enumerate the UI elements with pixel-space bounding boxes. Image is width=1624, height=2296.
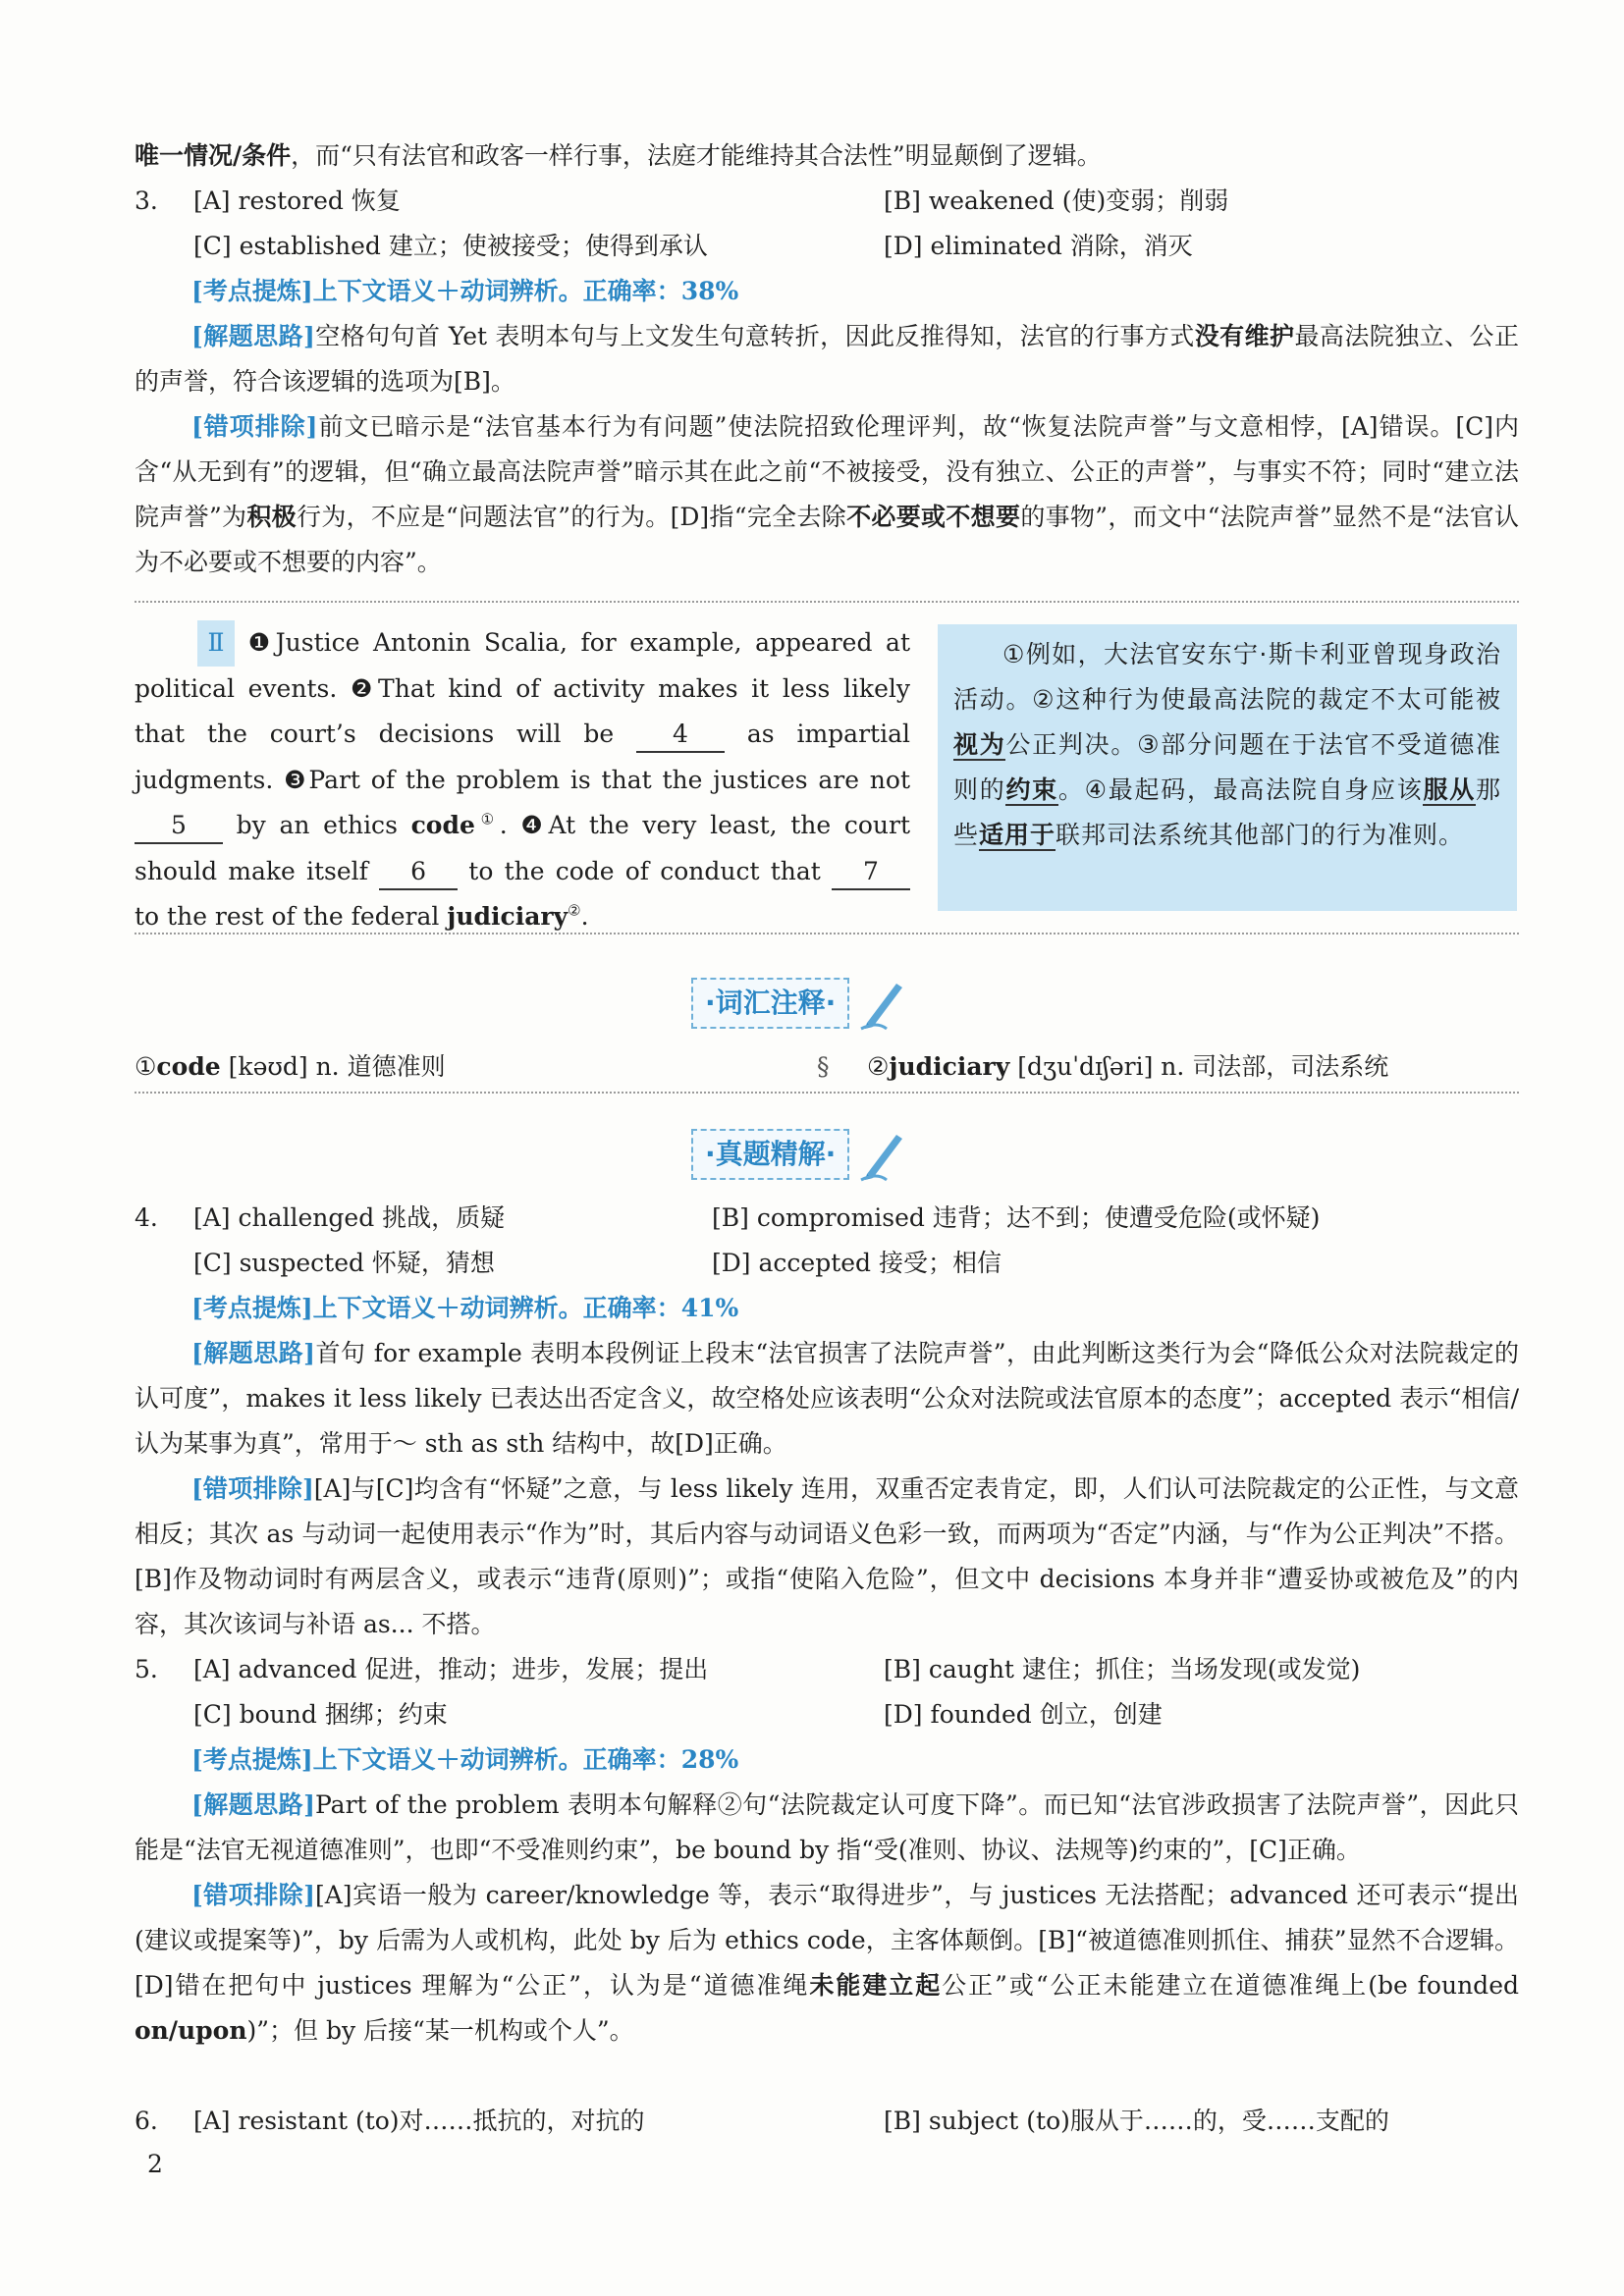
vocab-header-label: ·词汇注释· — [691, 978, 849, 1029]
q5-point-line: [考点提炼]上下文语义＋动词辨析。正确率：28% — [191, 1745, 739, 1774]
q3-point-line: [考点提炼]上下文语义＋动词辨析。正确率：38% — [191, 277, 739, 305]
pen-icon — [857, 1127, 908, 1182]
q4-option-a: 4. [A] challenged 挑战，质疑 — [135, 1203, 506, 1232]
q3-option-b: [B] weakened (使)变弱；削弱 — [884, 187, 1229, 215]
blank-7: 7 — [832, 855, 910, 890]
q3-option-d: [D] eliminated 消除，消灭 — [884, 232, 1193, 260]
q5-analysis: [解题思路]Part of the problem 表明本句解释②句“法院裁定认可度下降”。而已知“法官涉政损害了法院声誉”，因此只能是“法官无视道德准则”，也即“不受准则约束”，be bound by 指“受(准则、协议、法规等)约束的”，[C]正确。 [错项排除][A]宾语一般为 career/knowledge 等，表示“取得进步”，与 justices 无法搭配；advanced 还可表示“提出(建议或提案等)”，by 后需为人或机构，此处 by 后为 ethics code，主客体颠倒。[B]“被道德准则抓住、捕获”显然不合逻辑。[D]错在把句中 justices 理解为“公正”，认为是“道德准绳未能建立起公正”或“公正未能建立在道德准绳上(be founded on/upon)”；但 by 后接“某一机构或个人”。 — [135, 1790, 1519, 2045]
vocab-header — [691, 976, 908, 1031]
q5-option-b: [B] caught 逮住；抓住；当场发现(或发觉) — [884, 1655, 1361, 1683]
q6-option-b: [B] subject (to)服从于……的，受……支配的 — [884, 2107, 1389, 2135]
q5-option-d: [D] founded 创立，创建 — [884, 1700, 1163, 1729]
vocab-word-code: code — [410, 811, 475, 839]
q4-option-d: [D] accepted 接受；相信 — [712, 1249, 1001, 1277]
translation-box: ①例如，大法官安东宁·斯卡利亚曾现身政治活动。②这种行为使最高法院的裁定不太可能被视为公正判决。③部分问题在于法官不受道德准则的约束。④最起码，最高法院自身应该服从那些适用于联邦司法系统其他部门的行为准则。 — [938, 624, 1517, 911]
q4-option-c: [C] suspected 怀疑，猜想 — [193, 1249, 495, 1277]
q3-analysis: [解题思路]空格句句首 Yet 表明本句与上文发生句意转折，因此反推得知，法官的行事方式没有维护最高法院独立、公正的声誉，符合该逻辑的选项为[B]。 [错项排除]前文已暗示是“法官基本行为有问题”使法院招致伦理评判，故“恢复法院声誉”与文意相悖，[A]错误。[C]内含“从无到有”的逻辑，但“确立最高法院声誉”暗示其在此之前“不被接受，没有独立、公正的声誉”，与事实不符；同时“建立法院声誉”为积极行为，不应是“问题法官”的行为。[D]指“完全去除不必要或不想要的事物”，而文中“法院声誉”显然不是“法官认为不必要或不想要的内容”。 — [135, 322, 1520, 576]
vocab-entry-judiciary: ②judiciary [dʒuˈdɪʃəri] n. 司法部，司法系统 — [867, 1052, 1389, 1081]
analysis-header-label: ·真题精解· — [691, 1129, 849, 1180]
q5-option-c: [C] bound 捆绑；约束 — [193, 1700, 448, 1729]
q4-point-line: [考点提炼]上下文语义＋动词辨析。正确率：41% — [191, 1294, 739, 1322]
q3-option-c: [C] established 建立；使被接受；使得到承认 — [193, 232, 708, 260]
blank-6: 6 — [379, 855, 458, 890]
divider — [135, 933, 1519, 934]
vocab-entry-code: ①code [kəʊd] n. 道德准则 — [135, 1052, 446, 1081]
page-number: 2 — [147, 2150, 163, 2178]
analysis-header — [691, 1127, 908, 1182]
q4-option-b: [B] compromised 违背；达不到；使遭受危险(或怀疑) — [712, 1203, 1321, 1232]
divider — [135, 1092, 1519, 1094]
passage-paragraph: Ⅱ ❶Justice Antonin Scalia, for example, appeared at political events. ❷That kind of activity makes it less likely that the court’s decisions will be 4 as impartial judgments. ❸Part of the problem is that the justices are not 5 by an ethics code①. ❹At the very least, the court should make itself 6 to the code of conduct that 7 to the rest of the federal judiciary②. — [135, 620, 910, 940]
pen-icon — [857, 976, 908, 1031]
continuation-line — [135, 133, 1519, 179]
vocab-separator: § — [817, 1052, 830, 1081]
blank-5: 5 — [135, 809, 223, 844]
bold-phrase: 唯一情况/条件 — [135, 141, 292, 170]
q6-option-a: 6. [A] resistant (to)对……抵抗的，对抗的 — [135, 2107, 645, 2135]
q5-option-a: 5. [A] advanced 促进，推动；进步，发展；提出 — [135, 1655, 709, 1683]
q4-analysis: [解题思路]首句 for example 表明本段例证上段末“法官损害了法院声誉”，由此判断这类行为会“降低公众对法院裁定的认可度”，makes it less likely 已表达出否定含义，故空格处应该表明“公众对法院或法官原本的态度”；accepted 表示“相信/认为某事为真”，常用于～ sth as sth 结构中，故[D]正确。 [错项排除][A]与[C]均含有“怀疑”之意，与 less likely 连用，双重否定表肯定，即，人们认可法院裁定的公正性，与文意相反；其次 as 与动词一起使用表示“作为”时，其后内容与动词语义色彩一致，而两项为“否定”内涵，与“作为公正判决”不搭。[B]作及物动词时有两层含义，或表示“违背(原则)”；或指“使陷入危险”，但文中 decisions 本身并非“遭妥协或被危及”的内容，其次该词与补语 as... 不搭。 — [135, 1339, 1519, 1638]
vocab-word-judiciary: judiciary — [447, 902, 568, 931]
q3-option-a: 3. [A] restored 恢复 — [135, 187, 401, 215]
blank-4: 4 — [636, 718, 725, 753]
line-text: ，而“只有法官和政客一样行事，法庭才能维持其合法性”明显颠倒了逻辑。 — [291, 141, 1102, 170]
divider — [135, 601, 1519, 603]
section-numeral: Ⅱ — [135, 620, 235, 667]
